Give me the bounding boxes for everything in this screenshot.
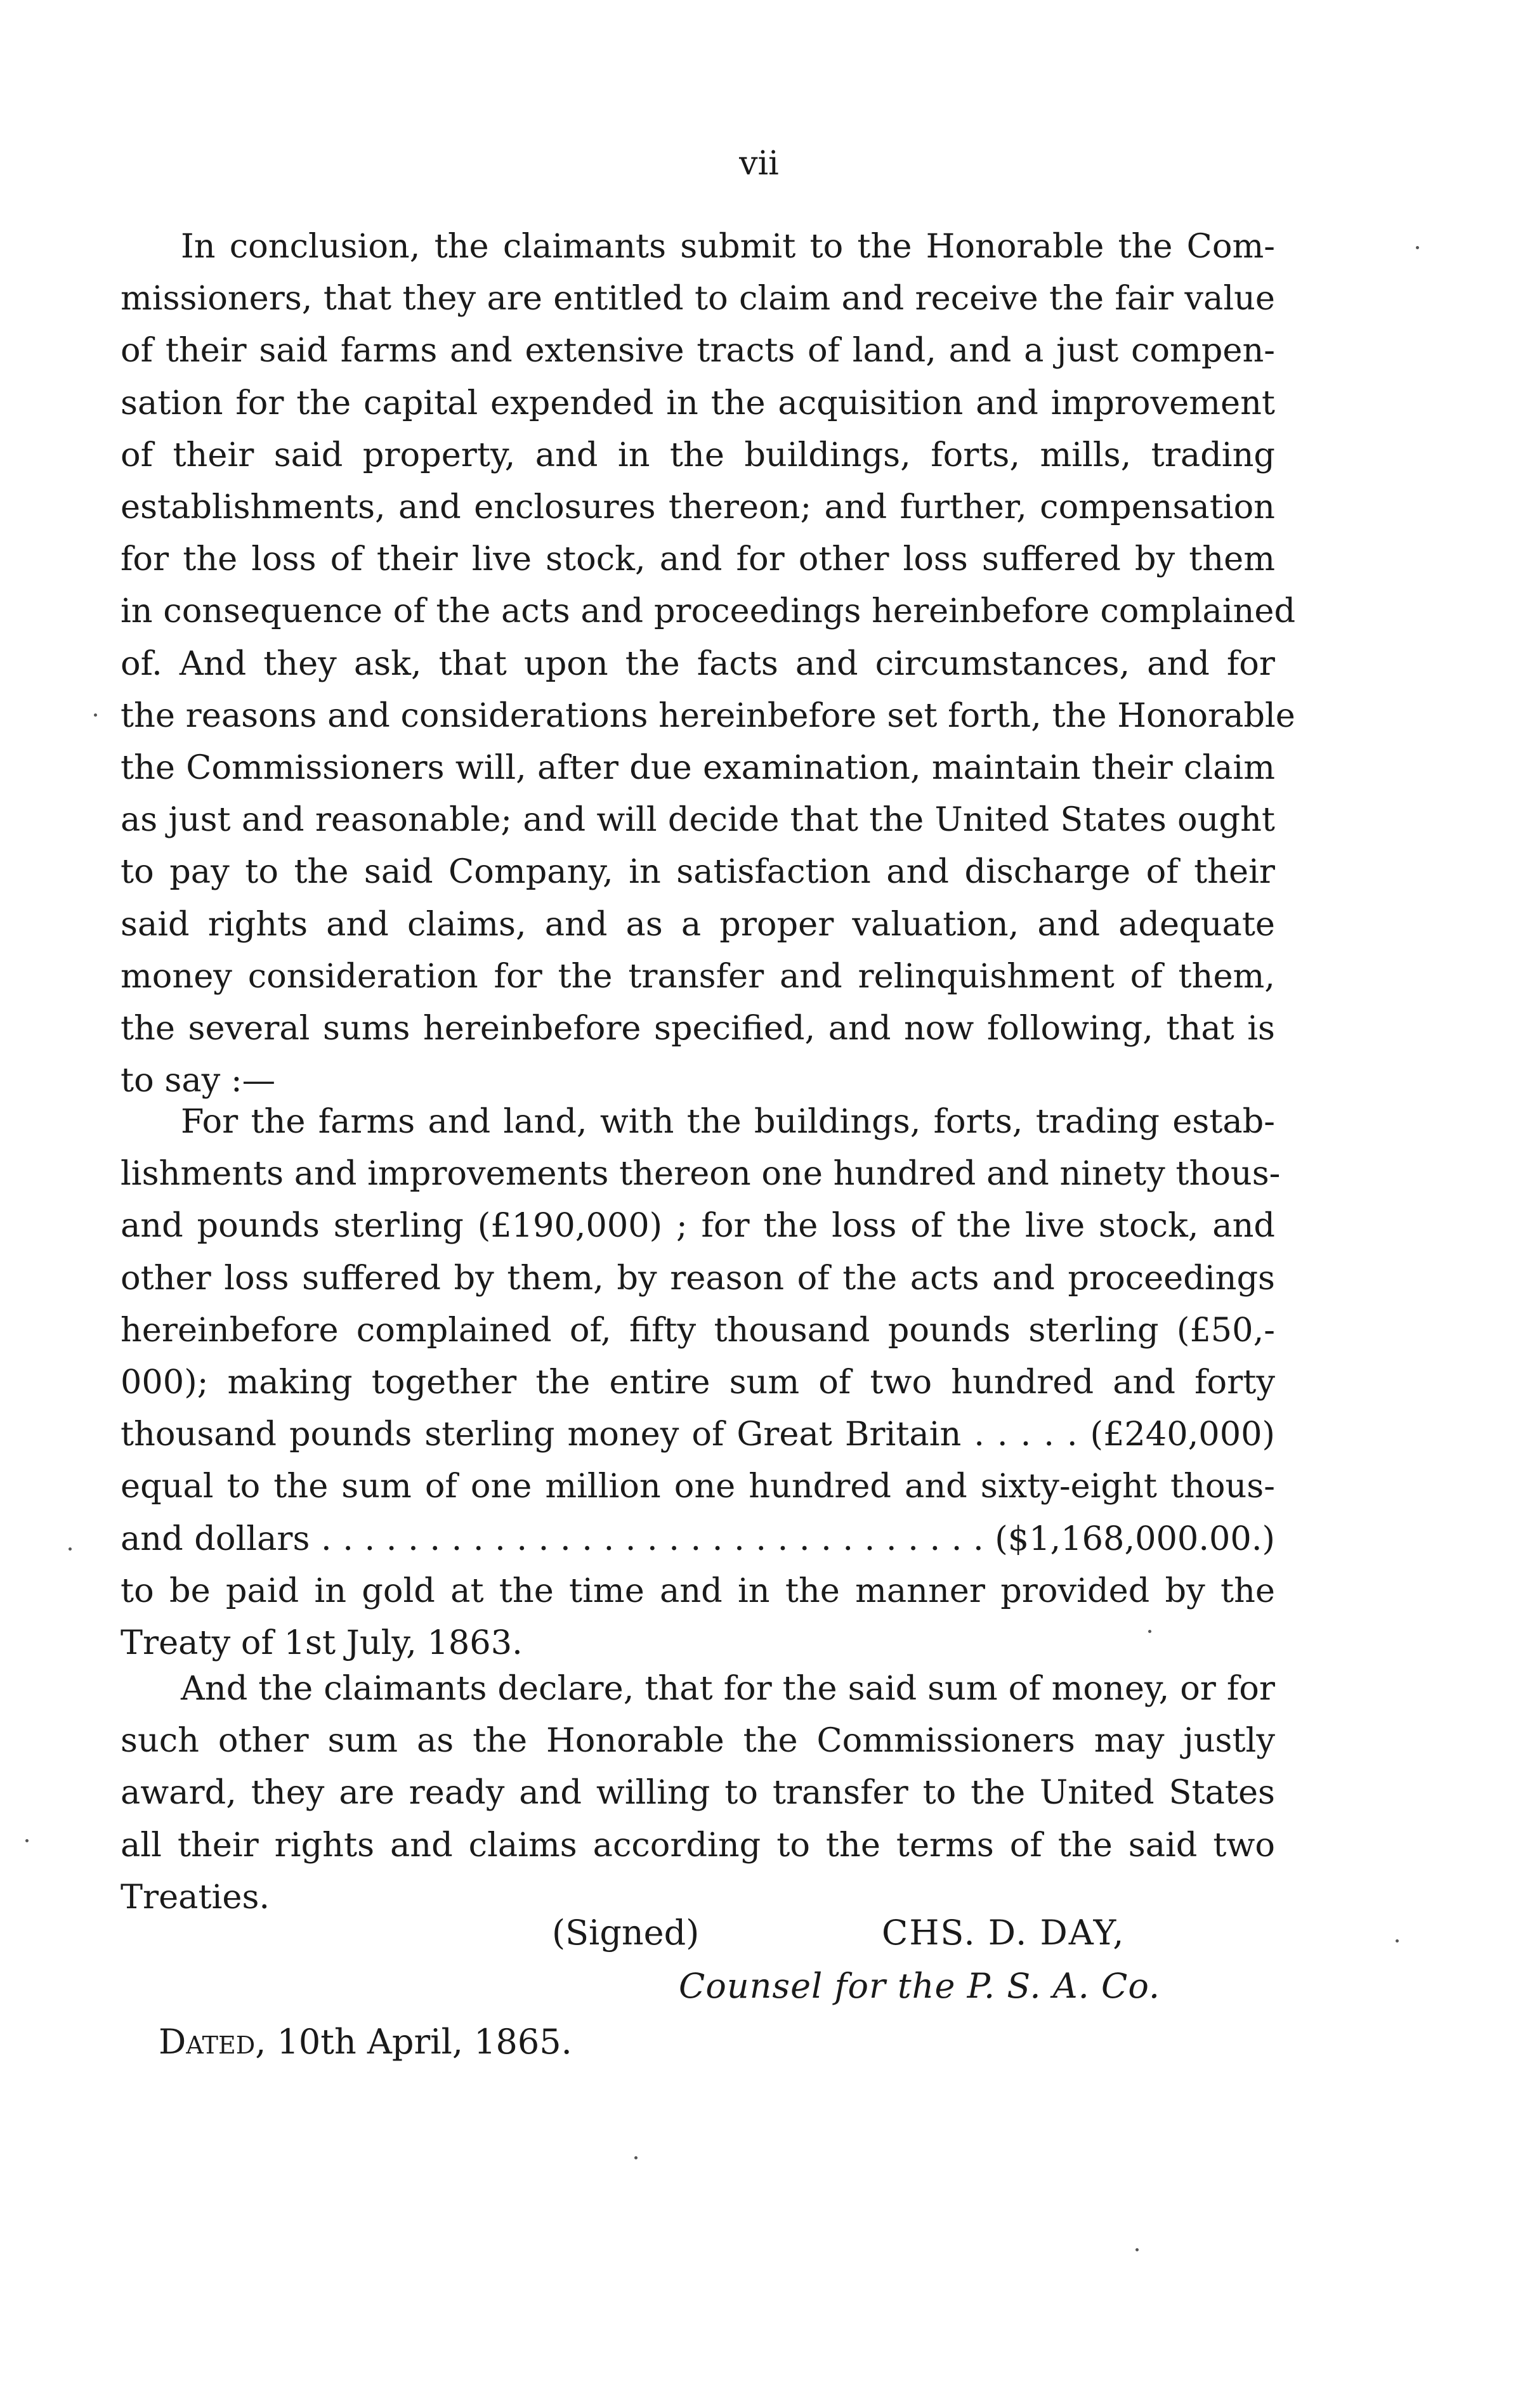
text-line: In conclusion, the claimants submit to the Honorable the Com- (181, 227, 1275, 266)
text-line: Treaties. (121, 1877, 270, 1917)
paper-speck (1148, 1630, 1151, 1633)
paper-speck (1396, 1939, 1399, 1943)
text-line: to say :— (121, 1061, 276, 1100)
text-line: the Commissioners will, after due examination, maintain their claim (121, 748, 1275, 788)
text-line: to pay to the said Company, in satisfaction and discharge of their (121, 852, 1275, 892)
text-line: said rights and claims, and as a proper valuation, and adequate (121, 904, 1275, 944)
paper-speck (1416, 246, 1419, 249)
text-line: thousand pounds sterling money of Great Britain . . . . . (£240,000) (121, 1415, 1275, 1454)
paper-speck (69, 1547, 72, 1551)
text-line: and dollars . . . . . . . . . . . . . . . . . . . . . . . . . . . . . . . ($1,168,000.00.) (121, 1519, 1275, 1558)
date-line (159, 2022, 572, 2062)
text-line: and pounds sterling (£190,000) ; for the loss of the live stock, and (121, 1206, 1275, 1246)
text-line: hereinbefore complained of, fifty thousand pounds sterling (£50,- (121, 1310, 1275, 1350)
text-line: such other sum as the Honorable the Commissioners may justly (121, 1721, 1275, 1760)
paragraph-conclusion (121, 221, 1296, 1107)
date-value: 10th April, 1865. (277, 2022, 572, 2062)
paragraph-declaration (121, 1663, 1275, 1923)
text-line: other loss suffered by them, by reason of the acts and proceedings (121, 1258, 1275, 1298)
text-line: for the loss of their live stock, and for other loss suffered by them (121, 540, 1275, 579)
paper-speck (25, 1839, 29, 1842)
text-line: And the claimants declare, that for the said sum of money, or for (181, 1669, 1275, 1708)
text-line: of. And they ask, that upon the facts and circumstances, and for (121, 644, 1275, 683)
text-line: establishments, and enclosures thereon; and further, compensation (121, 488, 1275, 527)
text-line: Treaty of 1st July, 1863. (121, 1624, 523, 1663)
text-line: of their said farms and extensive tracts of land, and a just compen- (121, 331, 1275, 370)
text-line: the several sums hereinbefore specified, and now following, that is (121, 1009, 1275, 1048)
page-number: vii (739, 145, 779, 183)
text-line: to be paid in gold at the time and in the manner provided by the (121, 1571, 1275, 1610)
paper-speck (634, 2156, 638, 2159)
text-line: award, they are ready and willing to transfer to the United States (121, 1773, 1275, 1813)
text-line: the reasons and considerations hereinbefore set forth, the Honorable (121, 696, 1295, 735)
signer-title: Counsel for the P. S. A. Co. (679, 1966, 1161, 2006)
text-line: of their said property, and in the buildings, forts, mills, trading (121, 435, 1275, 474)
paper-speck (1135, 2248, 1139, 2251)
text-line: 000); making together the entire sum of two hundred and forty (121, 1363, 1275, 1402)
dated-label: Dated, (159, 2022, 266, 2062)
paper-speck (94, 713, 97, 717)
paragraph-sums (121, 1096, 1281, 1669)
text-line: equal to the sum of one million one hundred and sixty-eight thous- (121, 1467, 1275, 1506)
text-line: in consequence of the acts and proceedings hereinbefore complained (121, 592, 1296, 631)
signed-label: (Signed) (552, 1913, 700, 1953)
text-line: sation for the capital expended in the acquisition and improvement (121, 383, 1275, 422)
text-line: all their rights and claims according to the terms of the said two (121, 1825, 1275, 1865)
text-line: For the farms and land, with the buildings, forts, trading estab- (181, 1102, 1275, 1141)
text-line: money consideration for the transfer and relinquishment of them, (121, 956, 1275, 996)
signer-name: CHS. D. DAY, (882, 1913, 1125, 1953)
text-line: as just and reasonable; and will decide that the United States ought (121, 800, 1275, 840)
text-line: missioners, that they are entitled to claim and receive the fair value (121, 279, 1275, 318)
text-line: lishments and improvements thereon one hundred and ninety thous- (121, 1154, 1281, 1194)
